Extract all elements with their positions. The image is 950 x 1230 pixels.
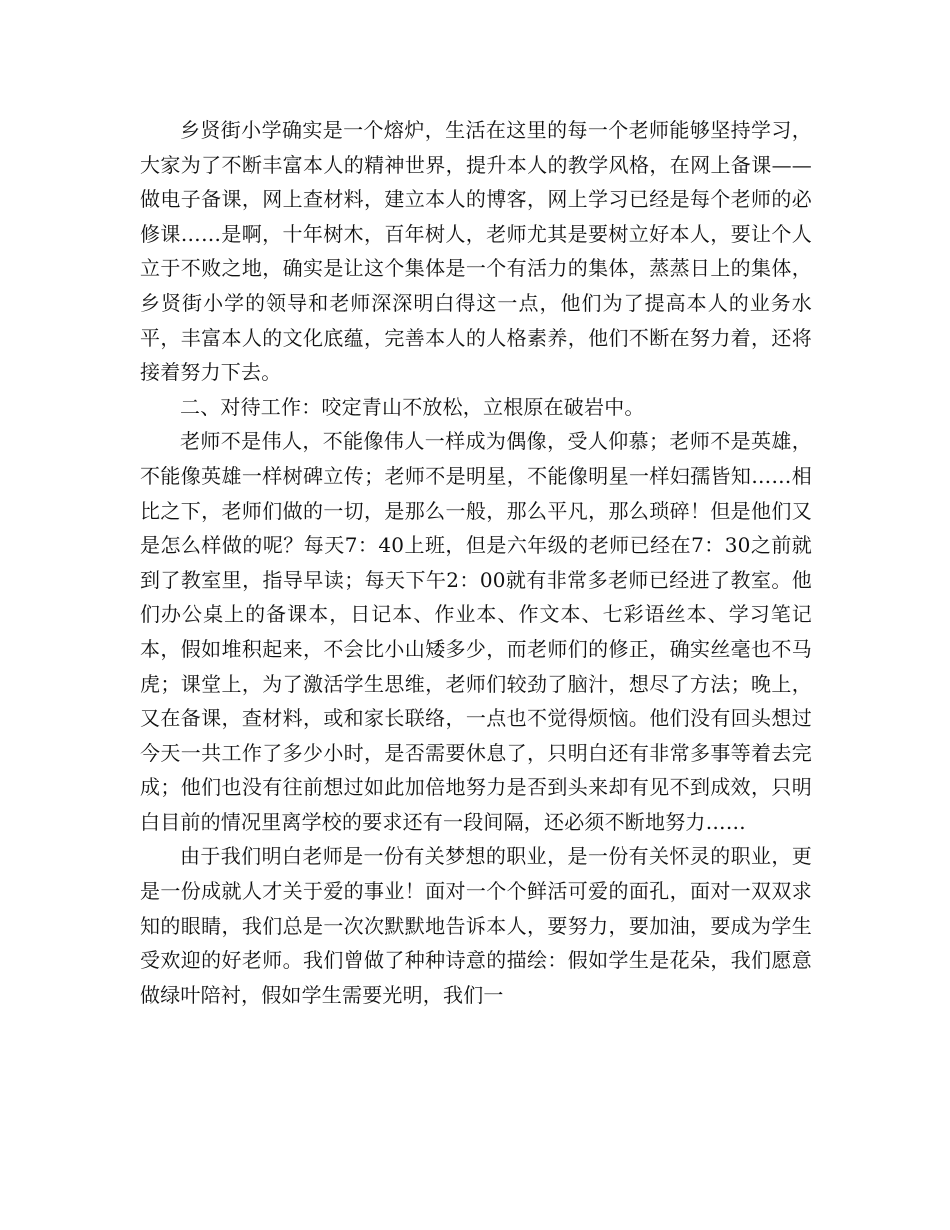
document-body bbox=[140, 113, 812, 1012]
paragraph-intro: 乡贤街小学确实是一个熔炉，生活在这里的每一个老师能够坚持学习，大家为了不断丰富本人的精神世界，提升本人的教学风格，在网上备课——做电子备课，网上查材料，建立本人的博客，网上学习已经是每个老师的必修课……是啊，十年树木，百年树人，老师尤其是要树立好本人，要让个人立于不败之地，确实是让这个集体是一个有活力的集体，蒸蒸日上的集体，乡贤街小学的领导和老师深深明白得这一点，他们为了提高本人的业务水平，丰富本人的文化底蕴，完善本人的人格素养，他们不断在努力着，还将接着努力下去。 bbox=[140, 118, 812, 385]
paragraph-teacher-career: 由于我们明白老师是一份有关梦想的职业，是一份有关怀灵的职业，更是一份成就人才关于爱的事业！面对一个个鲜活可爱的面孔，面对一双双求知的眼睛，我们总是一次次默默地告诉本人，要努力，要加油，要成为学生受欢迎的好老师。我们曾做了种种诗意的描绘：假如学生是花朵，我们愿意做绿叶陪衬，假如学生需要光明，我们一 bbox=[140, 844, 812, 1007]
section-heading-work-attitude: 二、对待工作：咬定青山不放松，立根原在破岩中。 bbox=[180, 394, 645, 419]
paragraph-teacher-work: 老师不是伟人，不能像伟人一样成为偶像，受人仰慕；老师不是英雄，不能像英雄一样树碑立传；老师不是明星，不能像明星一样妇孺皆知……相比之下，老师们做的一切，是那么一般，那么平凡，那么琐碎！但是他们又是怎么样做的呢？每天7：40上班，但是六年级的老师已经在7：30之前就到了教室里，指导早读；每天下午2：00就有非常多老师已经进了教室。他们办公桌上的备课本，日记本、作业本、作文本、七彩语丝本、学习笔记本，假如堆积起来，不会比小山矮多少，而老师们的修正，确实丝毫也不马虎；课堂上，为了激活学生思维，老师们较劲了脑汁，想尽了方法；晚上，又在备课，查材料，或和家长联络，一点也不觉得烦恼。他们没有回头想过今天一共工作了多少小时，是否需要休息了，只明白还有非常多事等着去完成；他们也没有往前想过如此加倍地努力是否到头来却有见不到成效，只明白目前的情况里离学校的要求还有一段间隔，还必须不断地努力…… bbox=[140, 429, 812, 834]
